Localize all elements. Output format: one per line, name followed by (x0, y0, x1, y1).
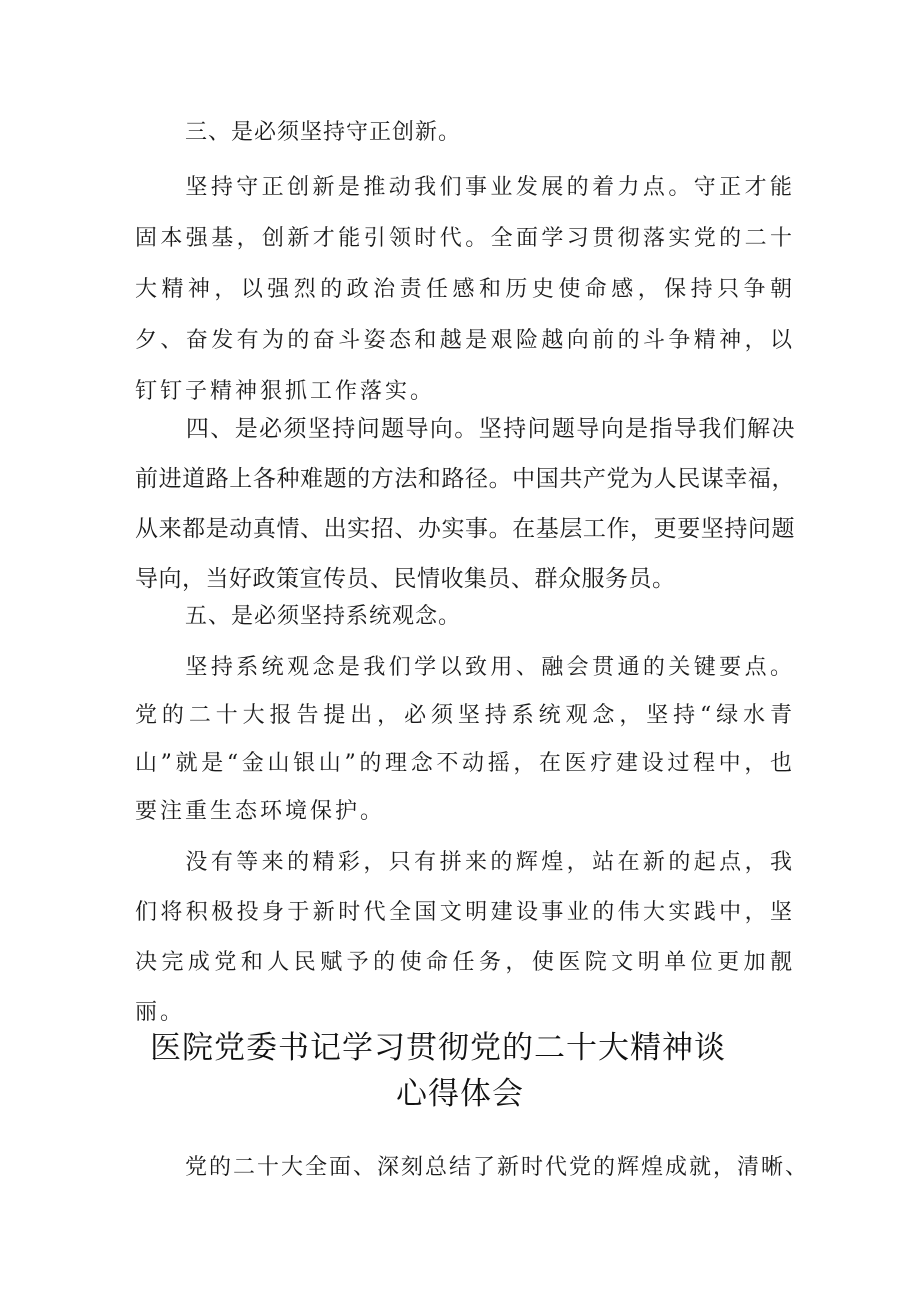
closing-paragraph: 没有等来的精彩，只有拼来的辉煌，站在新的起点，我们将积极投身于新时代全国文明建设事业的伟大实践中，坚决完成党和人民赋予的使命任务，使医院文明单位更加靓丽。 (135, 850, 795, 1025)
article-first-line: 党的二十大全面、深刻总结了新时代党的辉煌成就，清晰、 (185, 1155, 810, 1180)
article-title (100, 1025, 820, 1117)
title-line-2: 心得体会 (396, 1076, 524, 1112)
title-line-1: 医院党委书记学习贯彻党的二十大精神谈 (150, 1030, 726, 1066)
section-5-paragraph: 坚持系统观念是我们学以致用、融会贯通的关键要点。党的二十大报告提出，必须坚持系统观念，坚持“绿水青山”就是“金山银山”的理念不动摇，在医疗建设过程中，也要注重生态环境保护。 (135, 655, 795, 824)
section-5-heading: 五、是必须坚持系统观念。 (185, 604, 462, 629)
section-3-heading: 三、是必须坚持守正创新。 (185, 120, 462, 145)
section-4-paragraph: 四、是必须坚持问题导向。坚持问题导向是指导我们解决前进道路上各种难题的方法和路径。中国共产党为人民谋幸福，从来都是动真情、出实招、办实事。在基层工作，更要坚持问题导向，当好政策宣传员、民情收集员、群众服务员。 (135, 416, 795, 592)
section-3-paragraph: 坚持守正创新是推动我们事业发展的着力点。守正才能固本强基，创新才能引领时代。全面学习贯彻落实党的二十大精神，以强烈的政治责任感和历史使命感，保持只争朝夕、奋发有为的奋斗姿态和越是艰险越向前的斗争精神，以钉钉子精神狠抓工作落实。 (135, 175, 795, 404)
